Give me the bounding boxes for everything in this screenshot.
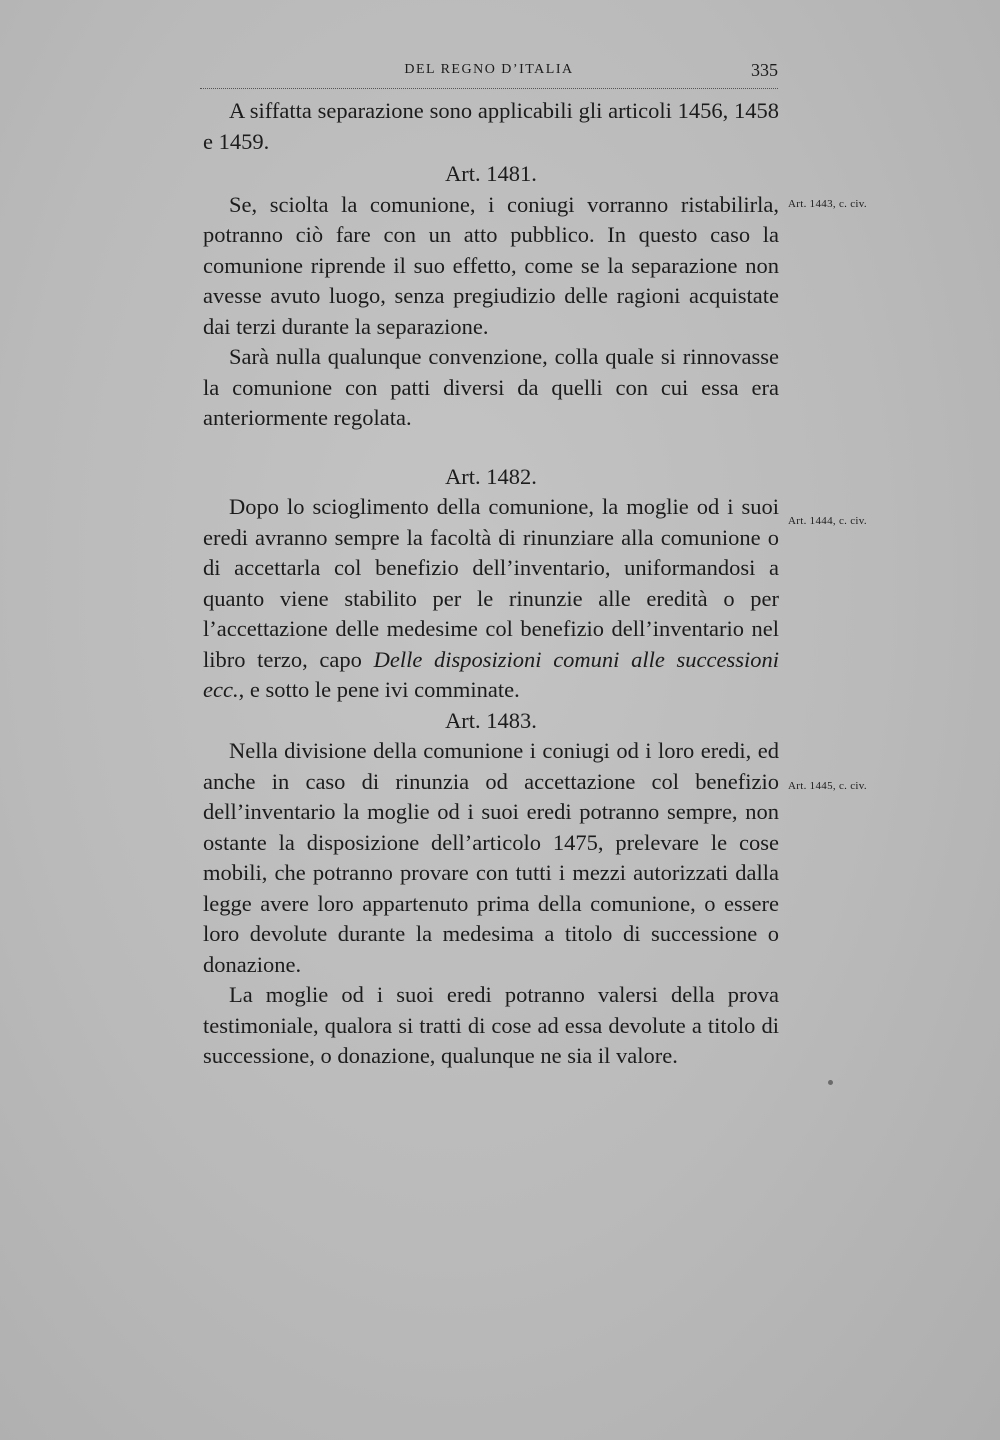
article-1482-italic-reference: Delle disposizioni comuni alle successioni ecc. xyxy=(203,646,779,702)
article-1483-paragraph-1: Nella divisione della comunione i coniugi od i loro eredi, ed anche in caso di rinunzia od accettazione col benefizio dell’inventario la moglie od i suoi eredi potranno sempre, non ostante la disposizione dell’articolo 1475, prelevare le cose mobili, che potranno provare con tutti i mezzi autorizzati dalla legge avere loro appartenuto prima della comunione, o essere loro devolute durante la medesima a titolo di successione o donazione. xyxy=(203,738,779,977)
article-1482-text-end: , e sotto le pene ivi comminate. xyxy=(238,677,520,702)
page-number: 335 xyxy=(751,60,778,80)
article-1482-paragraph xyxy=(203,492,779,706)
article-1481-heading: Art. 1481. xyxy=(445,161,537,186)
main-text xyxy=(203,96,779,1072)
margin-note-1481: Art. 1443, c. civ. xyxy=(788,198,867,210)
article-1483-paragraph-2: La moglie od i suoi eredi potranno valersi della prova testimoniale, qualora si tratti di cose ad essa devolute a titolo di successione, o donazione, qualunque ne sia il valore. xyxy=(203,982,779,1068)
article-1481-paragraph-2: Sarà nulla qualunque convenzione, colla quale si rinnovasse la comunione con patti diversi da quelli con cui essa era anteriormente regolata. xyxy=(203,344,779,430)
running-head xyxy=(200,62,778,89)
article-1482-text-start: Dopo lo scioglimento della comunione, la moglie od i suoi eredi avranno sempre la facoltà di rinunziare alla comunione o di accettarla col benefizio dell’inventario, uniformandosi a quanto viene stabilito per le rinunzie alle eredità o per l’accettazione delle medesime col benefizio dell’inventario nel libro terzo, capo xyxy=(203,494,779,672)
article-1481-paragraph-1: Se, sciolta la comunione, i coniugi vorranno ristabilirla, potranno ciò fare con un atto pubblico. In questo caso la comunione riprende il suo effetto, come se la separazione non avesse avuto luogo, senza pregiudizio delle ragioni acquistate dai terzi durante la separazione. xyxy=(203,191,779,339)
running-title: DEL REGNO D’ITALIA xyxy=(404,62,574,77)
paper-speck xyxy=(828,1080,833,1085)
margin-note-1483: Art. 1445, c. civ. xyxy=(788,780,867,792)
margin-note-1482: Art. 1444, c. civ. xyxy=(788,515,867,527)
article-1482-heading: Art. 1482. xyxy=(445,463,537,489)
intro-paragraph: A siffatta separazione sono applicabili gli articoli 1456, 1458 e 1459. xyxy=(203,98,779,154)
article-1483-heading: Art. 1483. xyxy=(445,707,537,733)
